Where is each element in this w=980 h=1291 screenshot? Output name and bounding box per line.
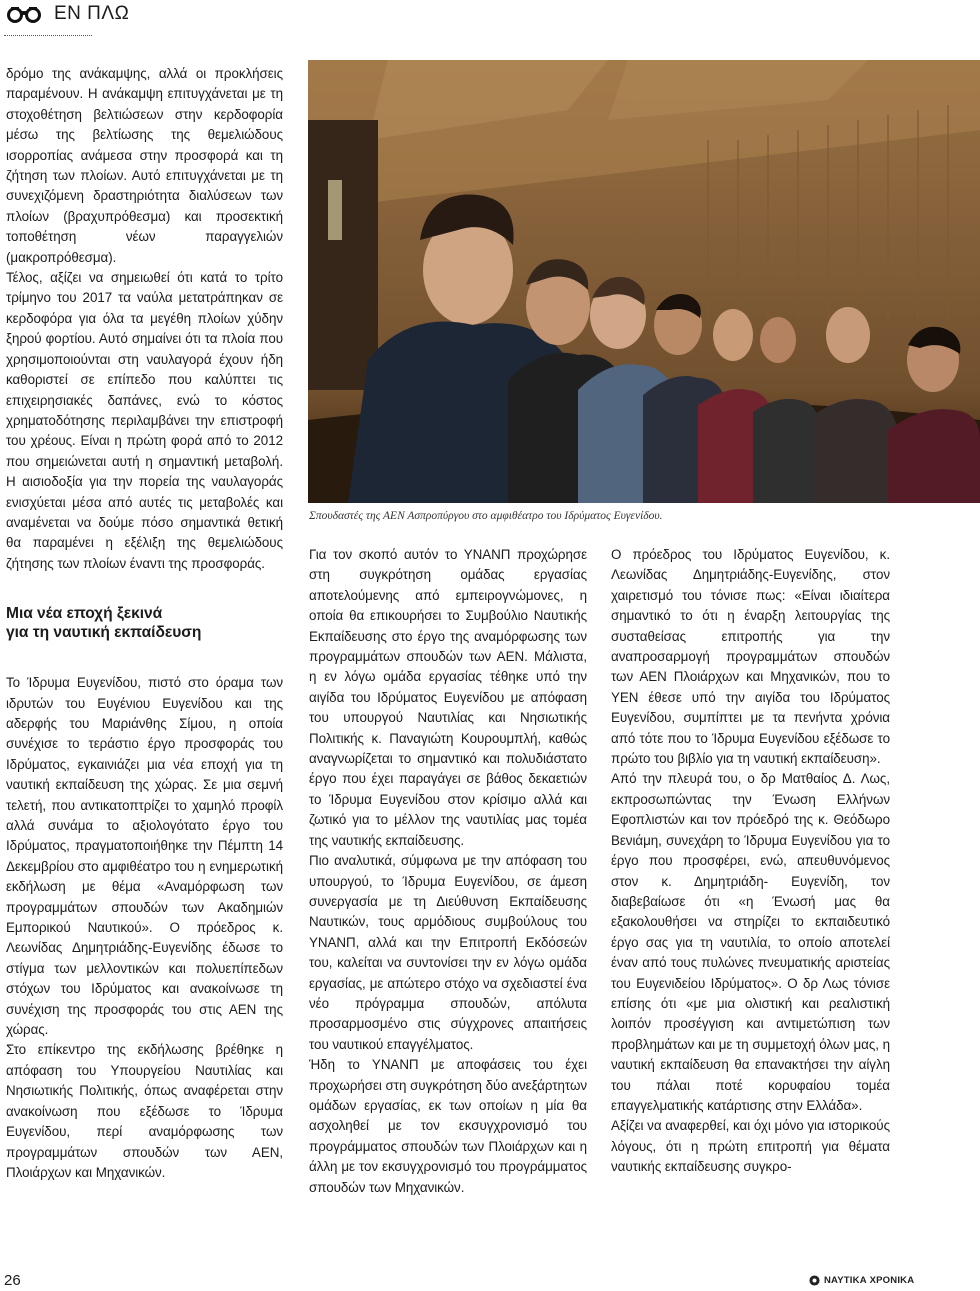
paragraph: Για τον σκοπό αυτόν το ΥΝΑΝΠ προχώρησε στη συγκρότηση ομάδας εργασίας αποτελούμενης από εμπειρογνώμονες, η οποία θα επικουρήσει το Συμβούλιο Ναυτικής Εκπαίδευσης στο έργο της αναμόρφωσης των προγραμμάτων σπουδών των ΑΕΝ. Μάλιστα, η εν λόγω ομάδα εργασίας τέθηκε υπό την αιγίδα του Ιδρύματος Ευγενίδου με απόφαση του υπουργού Ναυτιλίας και Νησιωτικής Πολιτικής κ. Παναγιώτη Κουρουμπλή, καθώς αναγνωρίζεται το σημαντικό και πολυδιάστατο έργο που έχει παραγάγει σε βάθος δεκαετιών το Ίδρυμα Ευγενίδου στον κρίσιμο αλλά και ζωτικό για το μέλλον της ναυτιλίας μας τομέα της ναυτικής εκπαίδευσης. [309, 547, 587, 848]
paragraph: Τέλος, αξίζει να σημειωθεί ότι κατά το τρίτο τρίμηνο του 2017 τα ναύλα μετατράπηκαν σε κερδοφόρα για όλα τα μεγέθη πλοίων χύδην ξηρού φορτίου. Αυτό σημαίνει ότι τα πλοία που χρησιμοποιούνται στη ναυλαγορά έχουν ήδη καθοριστεί σε επίπεδο που καλύπτει τις επιχειρησιακές δαπάνες, ενώ το κόστος χρηματοδότησης περιλαμβάνει την επιστροφή του χρέους. Είναι η πρώτη φορά από το 2012 που σημειώνεται αυτή η σημαντική μεταβολή. Η αισιοδοξία για την πορεία της ναυλαγοράς ενισχύεται μέσα από αυτές τις μεταβολές και αναμένεται να δούμε πόσο σημαντικά θετική θα παραμένει η εξέλιξη της θεμελιώδους ζήτησης των πλοίων έναντι της προσφοράς. [6, 270, 283, 571]
header-divider [4, 35, 92, 36]
brand-name: ΝΑΥΤΙΚΑ ΧΡΟΝΙΚΑ [824, 1275, 915, 1286]
section-subheading [6, 604, 283, 642]
paragraph: δρόμο της ανάκαμψης, αλλά οι προκλήσεις παραμένουν. Η ανάκαμψη επιτυγχάνεται με τη στοχοθέτηση βελτιώσεων στην κερδοφορία μέσω της βελτίωσης της θεμελιώδους ισορροπίας ανάμεσα στην προσφορά και τη ζήτηση των πλοίων. Αυτό επιτυγχάνεται με τη συνεχιζόμενη δραστηριότητα διαλύσεων των πλοίων (βραχυπρόθεσμα) και προσεκτική τοποθέτηση νέων παραγγελιών (μακροπρόθεσμα). [6, 66, 283, 265]
paragraph: Ήδη το ΥΝΑΝΠ με αποφάσεις του έχει προχωρήσει στη συγκρότηση δύο ανεξάρτητων ομάδων εργασίας, εκ των οποίων η μία θα ασχοληθεί με τον εκσυγχρονισμό του προγράμματος σπουδών των Πλοιάρχων και η άλλη με τον εκσυγχρονισμό του προγράμματος σπουδών των Μηχανικών. [309, 1057, 587, 1195]
article-column-3 [611, 545, 890, 1178]
binoculars-icon [6, 5, 42, 23]
article-column-2 [309, 545, 587, 1198]
paragraph: Στο επίκεντρο της εκδήλωσης βρέθηκε η απόφαση του Υπουργείου Ναυτιλίας και Νησιωτικής Πολιτικής, όπως αναφέρεται στην ανακοίνωση που εξέδωσε το Ίδρυμα Ευγενίδου, περί αναμόρφωσης των προγραμμάτων σπουδών των ΑΕΝ, Πλοιάρχων και Μηχανικών. [6, 1042, 283, 1180]
paragraph: Αξίζει να αναφερθεί, και όχι μόνο για ιστορικούς λόγους, ότι η πρώτη επιτροπή για θέματα ναυτικής εκπαίδευσης συγκρο- [611, 1118, 890, 1175]
paragraph: Πιο αναλυτικά, σύμφωνα με την απόφαση του υπουργού, το Ίδρυμα Ευγενίδου, σε άμεση συνεργασία με τη Διεύθυνση Εκπαίδευσης Ναυτικών, τους αρμόδιους συμβούλους του ΥΝΑΝΠ, αλλά και την Επιτροπή Εκδόσεών του, καλείται να συντονίσει την εν λόγω ομάδα εργασίας, με απώτερο στόχο να σχεδιαστεί ένα νέο πρόγραμμα σπουδών, απόλυτα προσαρμοσμένο στις σύγχρονες απαιτήσεις του ναυτικού επαγγέλματος. [309, 853, 587, 1052]
subheading-line: για τη ναυτική εκπαίδευση [6, 624, 202, 642]
subheading-line: Μια νέα εποχή ξεκινά [6, 605, 163, 623]
section-title: ΕΝ ΠΛΩ [54, 3, 130, 24]
auditorium-students-image [308, 60, 980, 503]
paragraph: Ο πρόεδρος του Ιδρύματος Ευγενίδου, κ. Λεωνίδας Δημητριάδης-Ευγενίδης, στον χαιρετισμό του τόνισε πως: «Είναι ιδιαίτερα σημαντικό το ότι η έναρξη λειτουργίας της συσταθείσας επιτροπής για την αναπροσαρμογή προγραμμάτων σπουδών των ΑΕΝ Πλοιάρχων και Μηχανικών, που το ΥΕΝ έθεσε υπό την αιγίδα του Ιδρύματος Ευγενίδου, συμπίπτει με τα πενήντα χρόνια από τότε που το Ίδρυμα Ευγενίδου εξέδωσε το πρώτο του βιβλίο για τη ναυτική εκπαίδευση». [611, 547, 890, 767]
ship-wheel-icon [809, 1275, 820, 1286]
publication-brand [809, 1275, 914, 1286]
article-column-1 [6, 64, 283, 1183]
paragraph: Το Ίδρυμα Ευγενίδου, πιστό στο όραμα των ιδρυτών του Ευγένιου Ευγενίδου και της αδερφής του Μαριάνθης Σίμου, η οποία συνέχισε το τεράστιο έργο προσφοράς του Ιδρύματος, εγκαινιάζει μια νέα εποχή για τη ναυτική εκπαίδευση της χώρας. Σε μια σεμνή τελετή, που αντικατοπτρίζει το χαμηλό προφίλ αλλά συνάμα το αξιολογότατο έργο του Ιδρύματος, πραγματοποιήθηκε την Πέμπτη 14 Δεκεμβρίου στο αμφιθέατρο του η ενημερωτική εκδήλωση με θέμα «Αναμόρφωση των προγραμμάτων σπουδών των Ακαδημιών Εμπορικού Ναυτικού». Ο πρόεδρος κ. Λεωνίδας Δημητριάδης-Ευγενίδης έδωσε το στίγμα των μελλοντικών και πολυεπίπεδων στόχων του Ιδρύματος και ανακοίνωσε τη συνέχιση της προσφοράς του στις ΑΕΝ της χώρας. [6, 675, 283, 1038]
paragraph: Από την πλευρά του, ο δρ Ματθαίος Δ. Λως, εκπροσωπώντας την Ένωση Ελλήνων Εφοπλιστών και τον πρόεδρό της κ. Θεόδωρο Βενιάμη, συνεχάρη το Ίδρυμα Ευγενίδου για το έργο που προσφέρει, ενώ, απευθυνόμενος στον κ. Δημητριάδη- Ευγενίδη, τον διαβεβαίωσε ότι «η Ένωσή μας θα εξακολουθήσει να στηρίζει το εκπαιδευτικό έργο σας για τη ναυτιλία, το οποίο αποτελεί έναν από τους πυλώνες πνευματικής αριστείας του Ευγενιδείου Ιδρύματος». Ο δρ Λως τόνισε επίσης ότι «με μια ολιστική και ρεαλιστική λοιπόν προσέγγιση και αντιμετώπιση των προβλημάτων και με τη συμμετοχή όλων μας, η ναυτική εκπαίδευση θα επανακτήσει την αίγλη του πάλαι ποτέ κορυφαίου τομέα επαγγελματικής κατάρτισης στην Ελλάδα». [611, 771, 890, 1113]
article-photo [308, 60, 980, 503]
page-number: 26 [4, 1272, 21, 1289]
photo-caption: Σπουδαστές της ΑΕΝ Ασπροπύργου στο αμφιθέατρο του Ιδρύματος Ευγενίδου. [309, 510, 663, 522]
page-header [6, 2, 129, 26]
